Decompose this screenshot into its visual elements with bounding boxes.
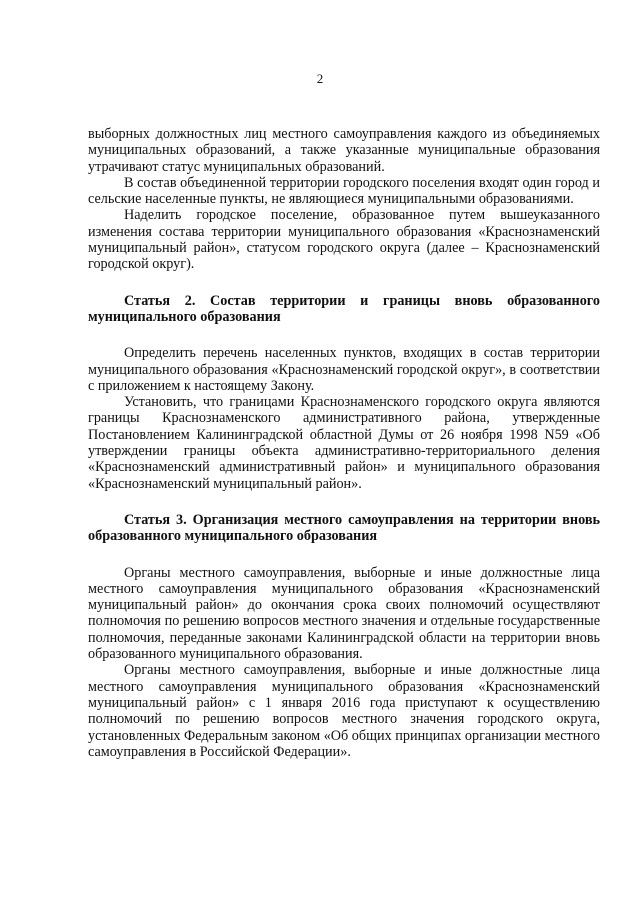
paragraph-continuation: выборных должностных лиц местного самоуправления каждого из объединяемых муниципальных образований, а также указанные муниципальные образования утрачивают статус муниципальных образований.	[88, 126, 600, 175]
document-body	[88, 126, 600, 760]
paragraph: Определить перечень населенных пунктов, входящих в состав территории муниципального образования «Краснознаменский городской округ», в соответствии с приложением к настоящему Закону.	[88, 345, 600, 394]
spacer	[88, 273, 600, 293]
spacer	[88, 325, 600, 345]
paragraph: Органы местного самоуправления, выборные и иные должностные лица местного самоуправления муниципального образования «Краснознаменский муниципальный район» до окончания срока своих полномочий осуществляют полномочия по решению вопросов местного значения и отдельные государственные полномочия, переданные законами Калининградской области на территории вновь образованного муниципального образования.	[88, 564, 600, 663]
spacer	[88, 492, 600, 512]
paragraph: В состав объединенной территории городского поселения входят один город и сельские населенные пункты, не являющиеся муниципальными образованиями.	[88, 174, 600, 208]
article-3-heading: Статья 3. Организация местного самоуправления на территории вновь образованного муниципального образования	[88, 511, 600, 545]
article-2-heading: Статья 2. Состав территории и границы вновь образованного муниципального образования	[88, 292, 600, 325]
paragraph: Наделить городское поселение, образованное путем вышеуказанного изменения состава территории муниципального образования «Краснознаменский муниципальный район», статусом городского округа (далее – Краснознаменский городской округ).	[88, 207, 600, 273]
page-number: 2	[316, 71, 324, 86]
paragraph: Органы местного самоуправления, выборные и иные должностные лица местного самоуправления муниципального образования «Краснознаменский муниципальный район» с 1 января 2016 года приступают к осуществлению полномочий по решению вопросов местного значения городского округа, установленных Федеральным законом «Об общих принципах организации местного самоуправления в Российской Федерации».	[88, 662, 600, 760]
paragraph: Установить, что границами Краснознаменского городского округа являются границы Краснознаменского административного района, утвержденные Постановлением Калининградской областной Думы от 26 ноября 1998 N59 «Об утверждении границы объекта административно-территориального деления «Краснознаменский административный район» и муниципального образования «Краснознаменский муниципальный район».	[88, 394, 600, 492]
spacer	[88, 545, 600, 565]
